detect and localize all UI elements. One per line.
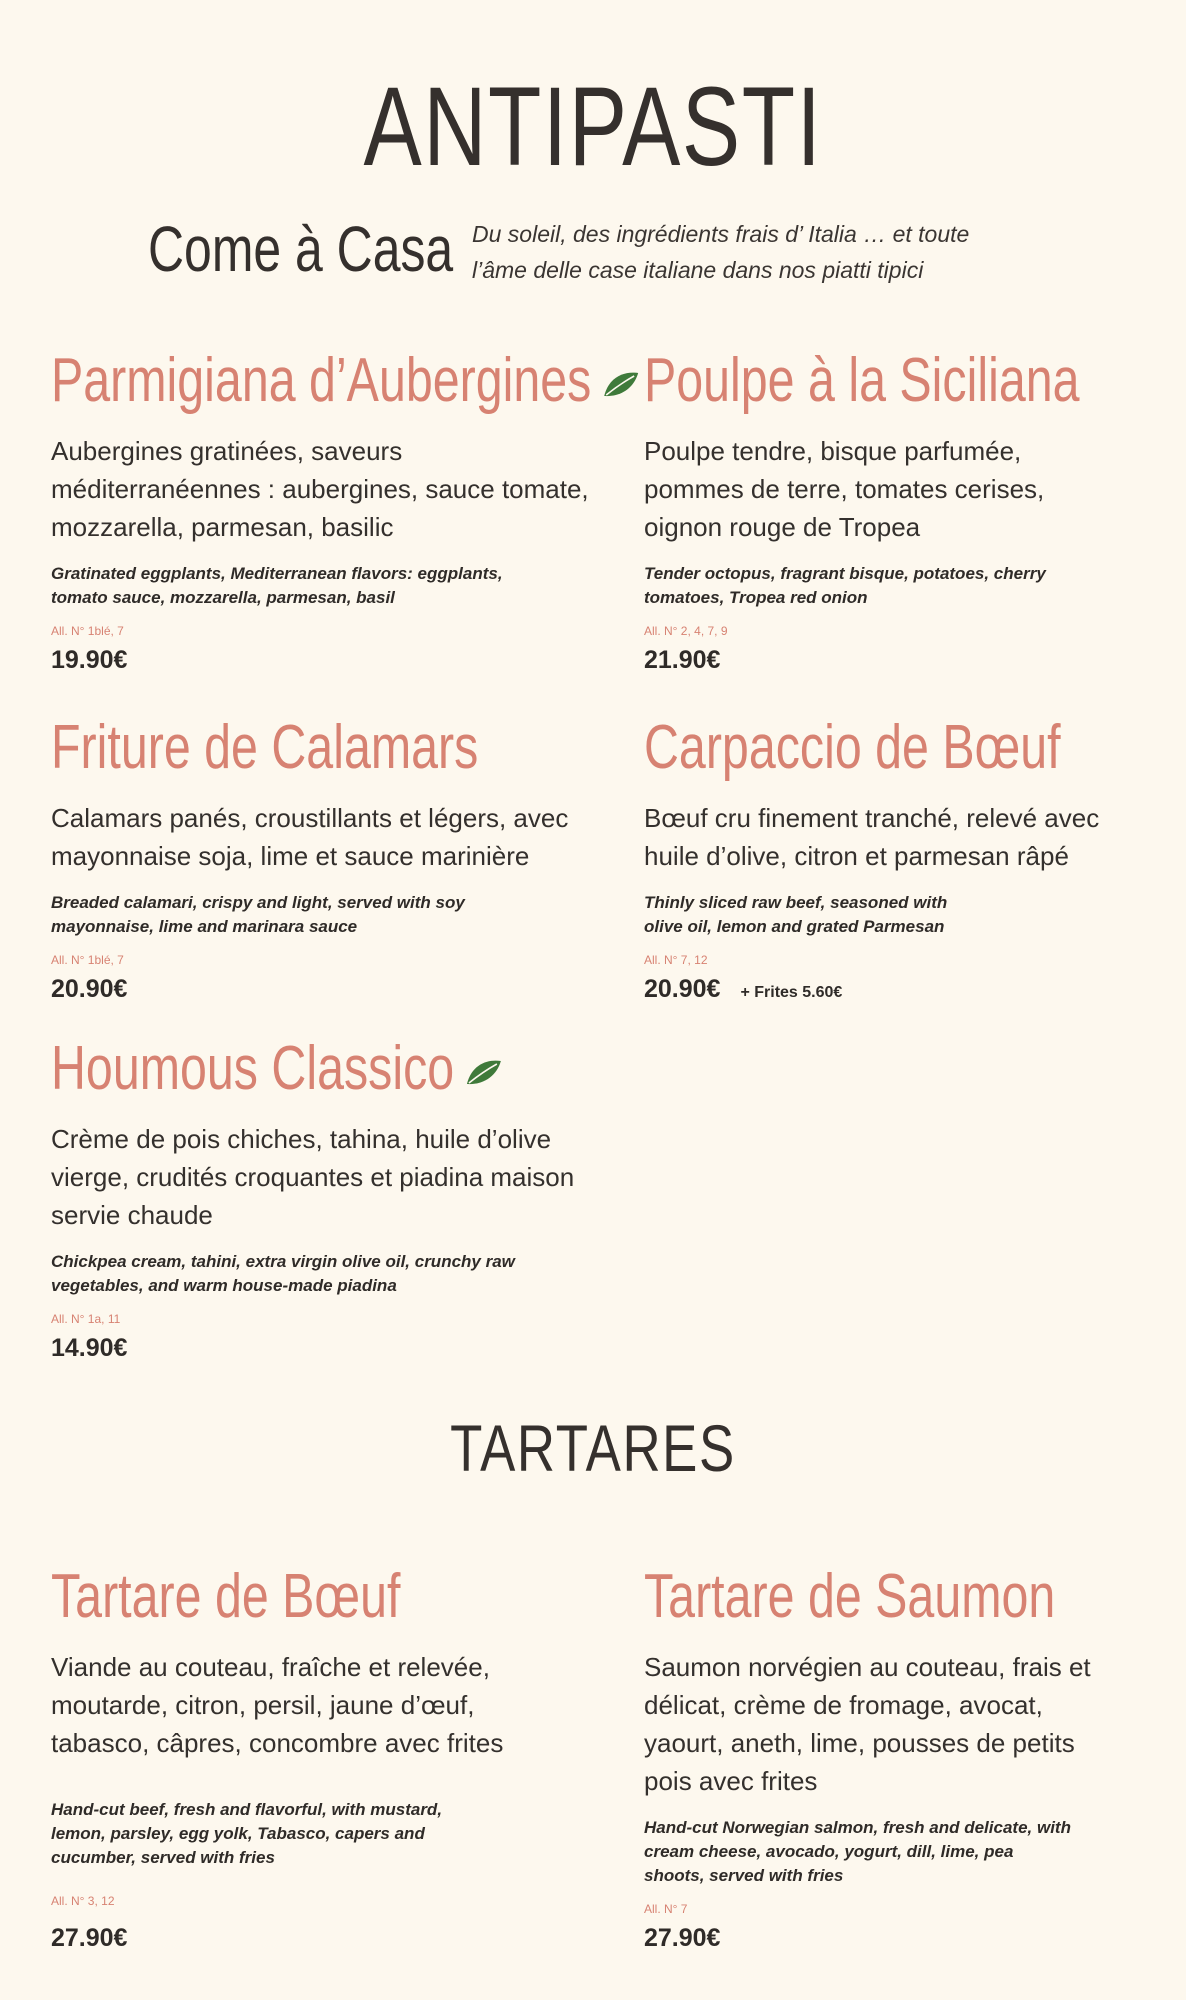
- menu-item-friture: [51, 713, 611, 1004]
- item-description-en: Breaded calamari, crispy and light, served with soy mayonnaise, lime and marinara sauce: [51, 893, 465, 936]
- item-description-fr: Poulpe tendre, bisque parfumée, pommes de terre, tomates cerises, oignon rouge de Tropea: [644, 436, 1045, 542]
- item-price: 27.90€: [644, 1924, 721, 1952]
- item-description-en: Chickpea cream, tahini, extra virgin olive oil, crunchy raw vegetables, and warm house-made piadina: [51, 1252, 515, 1295]
- item-price: 19.90€: [51, 646, 128, 674]
- item-allergens: All. N° 2, 4, 7, 9: [644, 624, 728, 638]
- item-name: Houmous Classico: [51, 1034, 455, 1103]
- item-price-row: [51, 646, 601, 675]
- menu-item-poulpe: [644, 346, 1124, 675]
- item-description-fr: Crème de pois chiches, tahina, huile d’olive vierge, crudités croquantes et piadina maison servie chaude: [51, 1124, 575, 1230]
- menu-item-houmous: [51, 1034, 611, 1363]
- item-title: [644, 1562, 1056, 1632]
- menu-item-tartare-boeuf: [51, 1562, 561, 1953]
- menu-item-tartare-saumon: [644, 1562, 1124, 1953]
- item-title: [51, 1562, 449, 1632]
- item-price: 27.90€: [51, 1924, 128, 1952]
- item-price: 20.90€: [51, 975, 128, 1003]
- item-description-fr: Viande au couteau, fraîche et relevée, moutarde, citron, persil, jaune d’œuf, tabasco, câpres, concombre avec frites: [51, 1652, 504, 1758]
- menu-item-carpaccio: [644, 713, 1124, 1004]
- item-description-en: Tender octopus, fragrant bisque, potatoes, cherry tomatoes, Tropea red onion: [644, 564, 1046, 607]
- item-name: Carpaccio de Bœuf: [644, 713, 1061, 782]
- item-price: 14.90€: [51, 1334, 128, 1362]
- item-price-row: [51, 1924, 561, 1953]
- item-price-row: [51, 975, 611, 1004]
- tagline-line-2: l’âme delle case italiane dans nos piatti tipici: [472, 257, 924, 283]
- item-title: [51, 713, 488, 783]
- item-allergens: All. N° 3, 12: [51, 1894, 115, 1908]
- item-description-en: Hand-cut beef, fresh and flavorful, with mustard, lemon, parsley, egg yolk, Tabasco, capers and cucumber, served with fries: [51, 1800, 443, 1867]
- item-title: [51, 1034, 488, 1104]
- leaf-icon: [601, 346, 641, 416]
- item-title: [644, 713, 1061, 783]
- item-allergens: All. N° 1a, 11: [51, 1312, 121, 1326]
- item-allergens: All. N° 1blé, 7: [51, 624, 124, 638]
- section-title-tartares: TARTARES: [450, 1411, 736, 1485]
- item-price-row: [644, 975, 1124, 1004]
- subtitle: Come à Casa: [148, 213, 454, 285]
- item-price-row: [51, 1334, 611, 1363]
- item-price: 20.90€: [644, 975, 721, 1003]
- item-allergens: All. N° 1blé, 7: [51, 953, 124, 967]
- menu-item-parmigiana: [51, 346, 601, 675]
- item-price: 21.90€: [644, 646, 721, 674]
- item-name: Poulpe à la Siciliana: [644, 346, 1080, 415]
- item-name: Parmigiana d’Aubergines: [51, 346, 592, 415]
- item-extra-fries: + Frites 5.60€: [740, 984, 843, 1001]
- item-title: [644, 346, 1080, 416]
- item-description-fr: Aubergines gratinées, saveurs méditerranéennes : aubergines, sauce tomate, mozzarella, parmesan, basilic: [51, 436, 589, 542]
- item-description-en: Gratinated eggplants, Mediterranean flavors: eggplants, tomato sauce, mozzarella, parmesan, basil: [51, 564, 503, 607]
- item-price-row: [644, 1924, 1124, 1953]
- leaf-icon: [464, 1034, 504, 1104]
- item-description-fr: Calamars panés, croustillants et légers, avec mayonnaise soja, lime et sauce marinière: [51, 803, 569, 871]
- item-allergens: All. N° 7: [644, 1902, 688, 1916]
- item-name: Friture de Calamars: [51, 713, 479, 782]
- item-description-en: Hand-cut Norwegian salmon, fresh and delicate, with cream cheese, avocado, yogurt, dill, lime, pea shoots, served with fries: [644, 1818, 1071, 1885]
- item-description-fr: Saumon norvégien au couteau, frais et délicat, crème de fromage, avocat, yaourt, aneth, lime, pousses de petits pois avec frites: [644, 1652, 1091, 1796]
- item-name: Tartare de Saumon: [644, 1562, 1056, 1631]
- section-title-antipasti: ANTIPASTI: [363, 64, 823, 189]
- tagline-line-1: Du soleil, des ingrédients frais d’ Italia … et toute: [472, 221, 970, 247]
- item-name: Tartare de Bœuf: [51, 1562, 401, 1631]
- tagline: [472, 216, 1032, 288]
- item-title: [51, 346, 592, 416]
- item-allergens: All. N° 7, 12: [644, 953, 708, 967]
- item-description-fr: Bœuf cru finement tranché, relevé avec huile d’olive, citron et parmesan râpé: [644, 803, 1100, 871]
- item-description-en: Thinly sliced raw beef, seasoned with olive oil, lemon and grated Parmesan: [644, 893, 948, 936]
- item-price-row: [644, 646, 1124, 675]
